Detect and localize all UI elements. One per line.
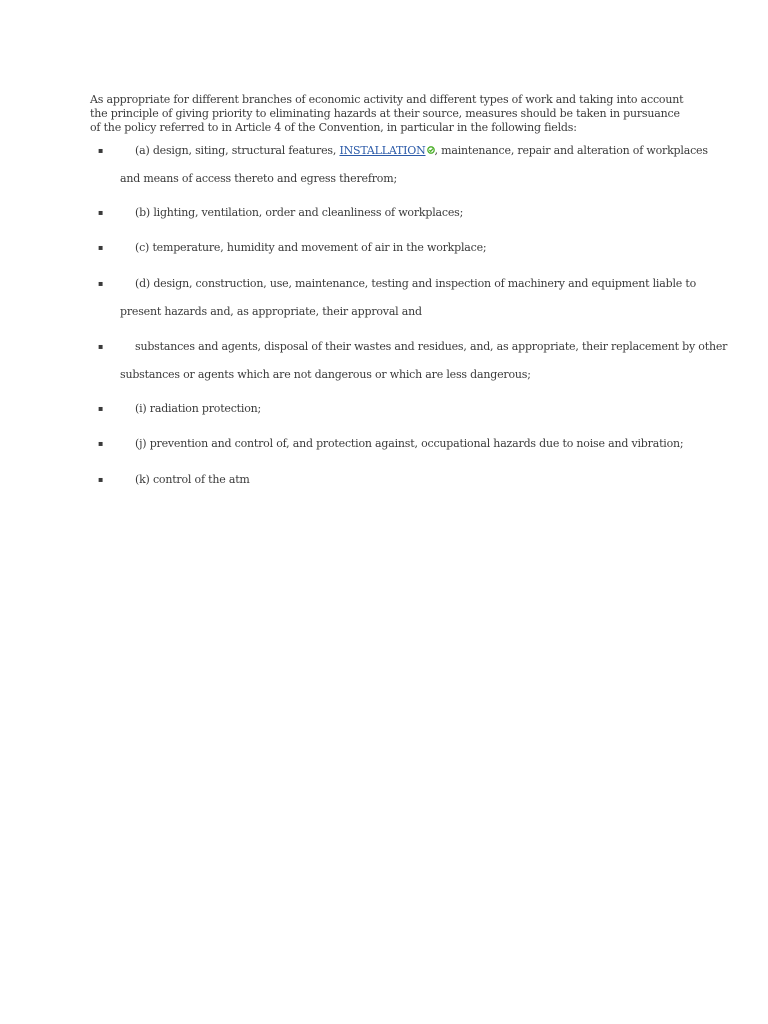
bullet-icon: ▪ bbox=[98, 243, 104, 252]
list-item-text: (k) control of the atm bbox=[135, 473, 250, 486]
list-item-continuation: substances or agents which are not dangerous or which are less dangerous; bbox=[120, 368, 531, 381]
bullet-icon: ▪ bbox=[98, 475, 104, 484]
bullet-icon: ▪ bbox=[98, 439, 104, 448]
list-item-text: substances and agents, disposal of their wastes and residues, and, as appropriate, their replacement by other bbox=[135, 340, 728, 353]
list-item-text: (j) prevention and control of, and protection against, occupational hazards due to noise and vibration; bbox=[135, 437, 684, 450]
bullet-icon: ▪ bbox=[98, 404, 104, 413]
list-item-continuation: and means of access thereto and egress therefrom; bbox=[120, 172, 397, 185]
bullet-icon: ▪ bbox=[98, 279, 104, 288]
external-link-icon[interactable] bbox=[427, 146, 435, 154]
list-item-text: (b) lighting, ventilation, order and cleanliness of workplaces; bbox=[135, 206, 464, 219]
bullet-icon: ▪ bbox=[98, 208, 104, 217]
installation-link[interactable]: INSTALLATION bbox=[339, 144, 426, 157]
list-item-text: (c) temperature, humidity and movement of air in the workplace; bbox=[135, 241, 487, 254]
bullet-icon: ▪ bbox=[98, 342, 104, 351]
list-item-text: (d) design, construction, use, maintenance, testing and inspection of machinery and equipment liable to bbox=[135, 277, 697, 290]
list-item-continuation: present hazards and, as appropriate, their approval and bbox=[120, 305, 422, 318]
list-item-text: (i) radiation protection; bbox=[135, 402, 262, 415]
list-item-text: (a) design, siting, structural features, INSTALLATION , maintenance, repair and alteration of workplaces bbox=[135, 144, 708, 157]
intro-paragraph: As appropriate for different branches of economic activity and different types of work and taking into account the principle of giving priority to eliminating hazards at their source, measures should be taken in pursuance of the policy referred to in Article 4 of the Convention, in particular in the following fields: bbox=[90, 93, 684, 134]
bullet-icon: ▪ bbox=[98, 146, 104, 155]
